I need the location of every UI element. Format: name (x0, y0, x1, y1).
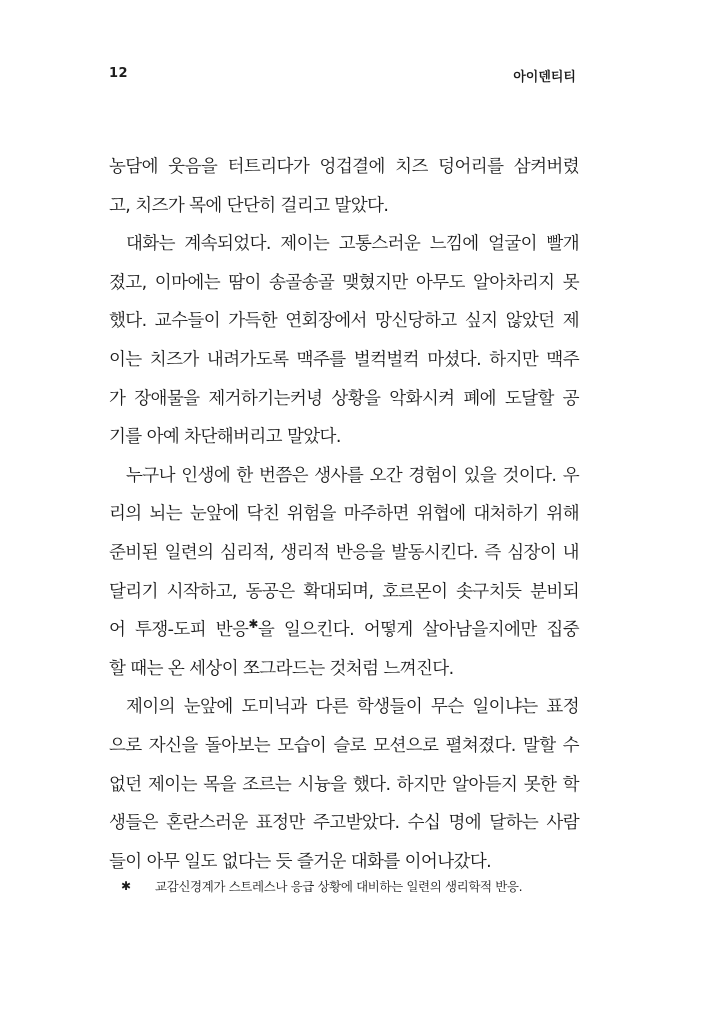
text-line: 들이 아무 일도 없다는 듯 즐거운 대화를 이어나갔다. (109, 851, 492, 872)
text-line: 으로 자신을 돌아보는 모습이 슬로 모션으로 펼쳐졌다. 말할 수 (109, 735, 579, 756)
text-line: 졌고, 이마에는 땀이 송골송골 맺혔지만 아무도 알아차리지 못 (109, 272, 579, 293)
running-header-title: 아이덴티티 (513, 70, 576, 85)
page-number: 12 (109, 66, 129, 81)
text-line: 달리기 시작하고, 동공은 확대되며, 호르몬이 솟구치듯 분비되 (109, 581, 579, 602)
text-line: 없던 제이는 목을 조르는 시늉을 했다. 하지만 알아듣지 못한 학 (109, 774, 579, 795)
text-line: 준비된 일련의 심리적, 생리적 반응을 발동시킨다. 즉 심장이 내 (109, 542, 579, 563)
footnote (121, 877, 522, 895)
text-line: 기를 아예 차단해버리고 말았다. (109, 427, 341, 448)
text-line: 이는 치즈가 내려가도록 맥주를 벌컥벌컥 마셨다. 하지만 맥주 (109, 349, 579, 370)
text-fragment: 을 일으킨다. 어떻게 살아남을지에만 집중 (257, 620, 579, 641)
footnote-reference-marker[interactable]: ✱ (248, 617, 258, 632)
text-line-with-footnote (109, 611, 579, 650)
text-line: 농담에 웃음을 터트리다가 엉겁결에 치즈 덩어리를 삼켜버렸 (109, 157, 579, 177)
text-line: 생들은 혼란스러운 표정만 주고받았다. 수십 명에 달하는 사람 (109, 813, 579, 834)
text-line: 했다. 교수들이 가득한 연회장에서 망신당하고 싶지 않았던 제 (109, 311, 579, 332)
text-fragment: 어 투쟁-도피 반응 (109, 620, 249, 641)
footnote-text: 교감신경계가 스트레스나 응급 상황에 대비하는 일련의 생리학적 반응. (155, 879, 523, 894)
text-line: 누구나 인생에 한 번쯤은 생사를 오간 경험이 있을 것이다. 우 (126, 465, 579, 486)
text-line: 할 때는 온 세상이 쪼그라드는 것처럼 느껴진다. (109, 658, 454, 679)
text-line: 리의 뇌는 눈앞에 닥친 위험을 마주하면 위협에 대처하기 위해 (109, 504, 579, 525)
text-line: 제이의 눈앞에 도미닉과 다른 학생들이 무슨 일이냐는 표정 (126, 697, 579, 718)
footnote-marker: ✱ (121, 879, 131, 893)
text-line: 가 장애물을 제거하기는커녕 상황을 악화시켜 폐에 도달할 공 (109, 388, 579, 409)
text-line: 대화는 계속되었다. 제이는 고통스러운 느낌에 얼굴이 빨개 (126, 234, 579, 255)
body-text (109, 148, 579, 881)
text-line: 고, 치즈가 목에 단단히 걸리고 말았다. (109, 195, 389, 216)
